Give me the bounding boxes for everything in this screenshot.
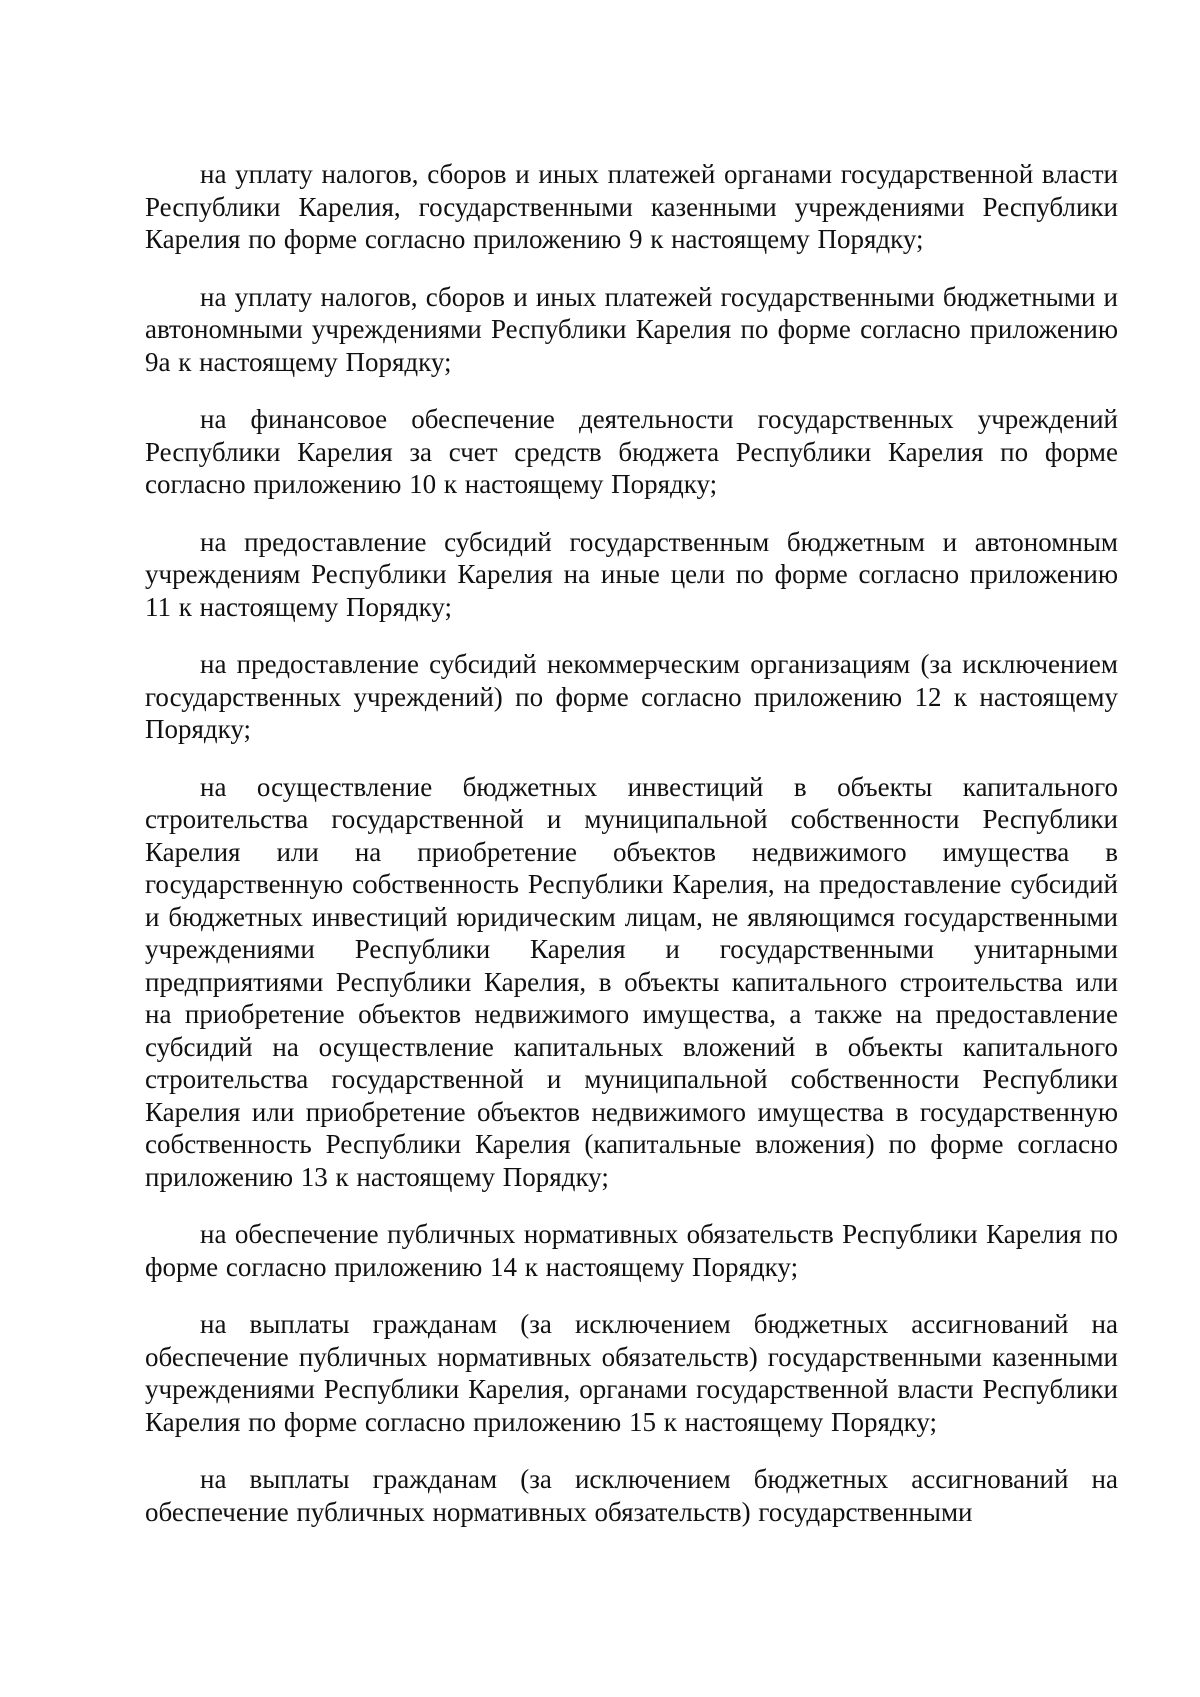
paragraph-payments-citizens-treasury: на выплаты гражданам (за исключением бюджетных ассигнований на обеспечение публичных нормативных обязательств) государственными казенными учреждениями Республики Карелия, органами государственной власти Республики Карелия по форме согласно приложению 15 к настоящему Порядку; (145, 1309, 1118, 1437)
paragraph-financial-support: на финансовое обеспечение деятельности государственных учреждений Республики Карелия за счет средств бюджета Республики Карелия по форме согласно приложению 10 к настоящему Порядку; (145, 404, 1118, 499)
paragraph-taxes-government-bodies: на уплату налогов, сборов и иных платежей органами государственной власти Республики Карелия, государственными казенными учреждениями Республики Карелия по форме согласно приложению 9 к настоящему Порядку; (145, 159, 1118, 254)
paragraph-taxes-budget-institutions: на уплату налогов, сборов и иных платежей государственными бюджетными и автономными учреждениями Республики Карелия по форме согласно приложению 9а к настоящему Порядку; (145, 281, 1118, 377)
paragraph-capital-investments: на осуществление бюджетных инвестиций в объекты капитального строительства государственной и муниципальной собственности Республики Карелия или на приобретение объектов недвижимого имущества в государственную собственность Республики Карелия, на предоставление субсидий и бюджетных инвестиций юридическим лицам, не являющимся государственными учреждениями Республики Карелия и государственными унитарными предприятиями Республики Карелия, в объекты капитального строительства или на приобретение объектов недвижимого имущества, а также на предоставление субсидий на осуществление капитальных вложений в объекты капитального строительства государственной и муниципальной собственности Республики Карелия или приобретение объектов недвижимого имущества в государственную собственность Республики Карелия (капитальные вложения) по форме согласно приложению 13 к настоящему Порядку; (145, 771, 1118, 1192)
paragraph-subsidies-nonprofits: на предоставление субсидий некоммерческим организациям (за исключением государственных учреждений) по форме согласно приложению 12 к настоящему Порядку; (145, 649, 1118, 744)
document-body (145, 158, 1118, 1528)
paragraph-public-obligations: на обеспечение публичных нормативных обязательств Республики Карелия по форме согласно приложению 14 к настоящему Порядку; (145, 1219, 1118, 1282)
paragraph-payments-citizens-continued: на выплаты гражданам (за исключением бюджетных ассигнований на обеспечение публичных нормативных обязательств) государственными (145, 1464, 1118, 1527)
paragraph-subsidies-other-purposes: на предоставление субсидий государственным бюджетным и автономным учреждениям Республики Карелия на иные цели по форме согласно приложению 11 к настоящему Порядку; (145, 526, 1118, 622)
